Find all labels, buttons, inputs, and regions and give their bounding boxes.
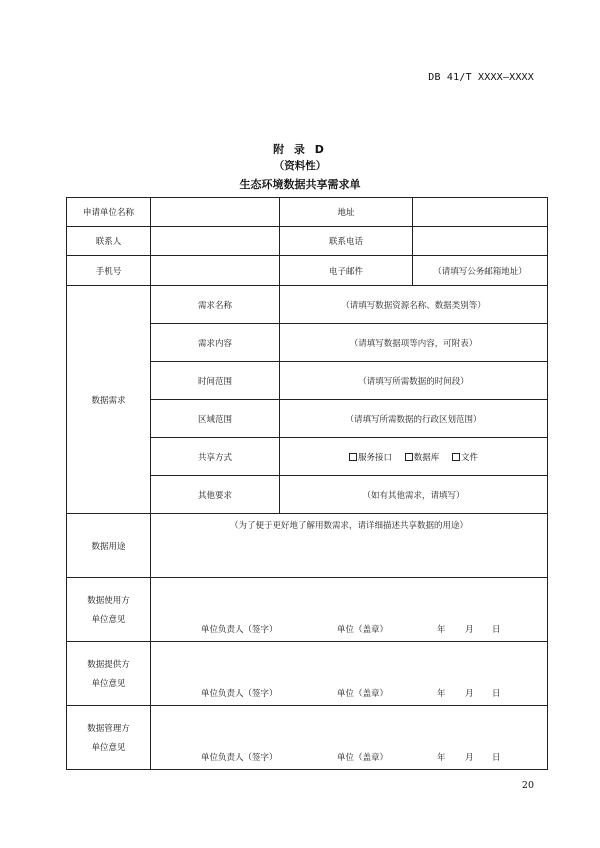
checkbox-icon[interactable] [452,453,460,461]
share-option-label: 数据库 [413,452,440,463]
sign-day: 日 [492,689,501,699]
opinion-label-line: 数据提供方 [87,660,130,670]
sign-year: 年 [437,689,446,699]
sign-month: 月 [465,689,474,699]
demand-content-hint: （请填写数据项等内容，可附表） [349,338,478,349]
time-range-value[interactable] [280,362,548,400]
contact-phone-value[interactable] [413,227,548,256]
page-number: 20 [521,780,534,791]
user-opinion-label [67,578,151,642]
usage-value[interactable] [151,514,548,578]
opinion-row-manager [67,706,548,770]
region-range-value[interactable] [280,400,548,438]
other-requirements-label: 其他要求 [151,476,280,514]
opinion-label-line: 单位意见 [91,679,126,689]
mobile-label: 手机号 [67,256,151,286]
contact-label: 联系人 [67,227,151,256]
share-option-label: 服务接口 [358,452,393,463]
signature-line [151,623,547,635]
usage-label: 数据用途 [67,514,151,578]
email-hint: （请填写公务邮箱地址） [433,266,527,277]
region-range-hint: （请填写所需数据的行政区划范围） [345,414,482,425]
sign-month: 月 [465,753,474,763]
provider-opinion-value[interactable] [151,642,548,706]
signature-line [151,687,547,699]
address-value[interactable] [413,198,548,227]
email-label: 电子邮件 [280,256,413,286]
appendix-nature: （资料性） [273,160,327,172]
share-method-label: 共享方式 [151,438,280,476]
demand-content-label: 需求内容 [151,324,280,362]
sign-unit: 单位（盖章） [337,689,389,699]
form-row-usage [67,514,548,578]
sign-day: 日 [492,753,501,763]
opinion-label-line: 单位意见 [91,615,126,625]
sign-year: 年 [437,625,446,635]
form-row-contact [67,227,548,256]
demand-row-name [67,286,548,324]
user-opinion-value[interactable] [151,578,548,642]
share-method-options [280,438,548,476]
sign-person: 单位负责人（签字） [201,625,278,635]
share-option-file[interactable] [452,451,478,463]
address-label: 地址 [280,198,413,227]
sign-unit: 单位（盖章） [337,753,389,763]
manager-opinion-value[interactable] [151,706,548,770]
applicant-value[interactable] [151,198,280,227]
sign-person: 单位负责人（签字） [201,753,278,763]
signature-line [151,751,547,763]
demand-name-value[interactable] [280,286,548,324]
share-option-service-api[interactable] [349,451,392,463]
demand-name-hint: （请填写数据资源名称、数据类别等） [341,300,486,311]
document-code: DB 41/T XXXX—XXXX [428,72,534,83]
sign-person: 单位负责人（签字） [201,689,278,699]
demand-content-value[interactable] [280,324,548,362]
mobile-value[interactable] [151,256,280,286]
email-value[interactable] [413,256,548,286]
usage-hint: （为了便于更好地了解用数需求，请详细描述共享数据的用途） [230,521,469,531]
applicant-label: 申请单位名称 [67,198,151,227]
data-demand-label: 数据需求 [67,286,151,514]
opinion-label-line: 单位意见 [91,743,126,753]
demand-name-label: 需求名称 [151,286,280,324]
sign-month: 月 [465,625,474,635]
other-requirements-value[interactable] [280,476,548,514]
contact-value[interactable] [151,227,280,256]
form-title: 生态环境数据共享需求单 [239,178,361,191]
region-range-label: 区域范围 [151,400,280,438]
form-row-applicant [67,198,548,227]
appendix-title: 附 录 D [273,143,327,156]
provider-opinion-label [67,642,151,706]
share-option-label: 文件 [460,452,478,463]
form-row-mobile [67,256,548,286]
manager-opinion-label [67,706,151,770]
opinion-label-line: 数据使用方 [87,596,130,606]
checkbox-icon[interactable] [349,453,357,461]
sign-unit: 单位（盖章） [337,625,389,635]
data-sharing-request-form [66,197,548,770]
sign-day: 日 [492,625,501,635]
share-option-database[interactable] [405,451,440,463]
sign-year: 年 [437,753,446,763]
opinion-row-user [67,578,548,642]
checkbox-icon[interactable] [405,453,413,461]
other-requirements-hint: （如有其他需求，请填写） [362,490,465,501]
time-range-label: 时间范围 [151,362,280,400]
contact-phone-label: 联系电话 [280,227,413,256]
opinion-label-line: 数据管理方 [87,724,130,734]
opinion-row-provider [67,642,548,706]
time-range-hint: （请填写所需数据的时间段） [358,376,469,387]
